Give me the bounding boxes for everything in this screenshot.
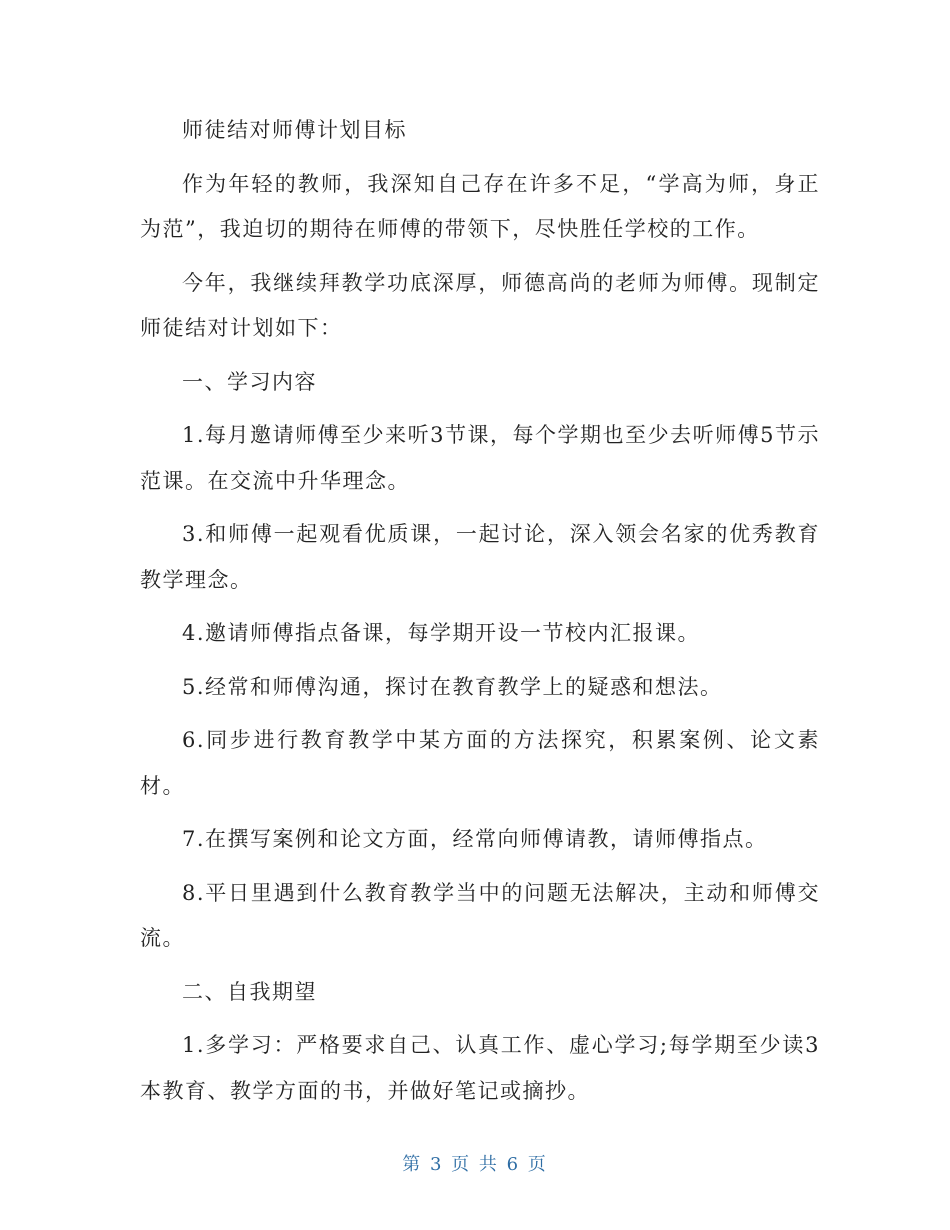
- list-item: 7.在撰写案例和论文方面，经常向师傅请教，请师傅指点。: [182, 827, 768, 851]
- section-heading-expectation: 二、自我期望: [182, 979, 317, 1004]
- list-item: 3.和师傅一起观看优质课，一起讨论，深入领会名家的优秀教育教学理念。: [140, 522, 820, 592]
- list-item: 6.同步进行教育教学中某方面的方法探究，积累案例、论文素材。: [140, 728, 820, 798]
- page-indicator: 第 3 页 共 6 页: [402, 1154, 548, 1175]
- paragraph-plan: 今年，我继续拜教学功底深厚，师德高尚的老师为师傅。现制定师徒结对计划如下：: [140, 270, 820, 340]
- document-title: 师徒结对师傅计划目标: [182, 118, 407, 142]
- list-item: 8.平日里遇到什么教育教学当中的问题无法解决，主动和师傅交流。: [140, 880, 820, 950]
- document-body: [140, 108, 820, 1122]
- list-item: 1.每月邀请师傅至少来听3节课，每个学期也至少去听师傅5节示范课。在交流中升华理念。: [140, 423, 820, 493]
- section-heading-learning: 一、学习内容: [182, 369, 317, 394]
- list-item: 1.多学习：严格要求自己、认真工作、虚心学习;每学期至少读3本教育、教学方面的书，并做好笔记或摘抄。: [140, 1033, 820, 1103]
- list-item: 4.邀请师傅指点备课，每学期开设一节校内汇报课。: [182, 621, 701, 645]
- list-item: 5.经常和师傅沟通，探讨在教育教学上的疑惑和想法。: [182, 674, 723, 699]
- paragraph-intro: 作为年轻的教师，我深知自己存在许多不足，“学高为师，身正为范”，我迫切的期待在师傅的带领下，尽快胜任学校的工作。: [140, 171, 820, 241]
